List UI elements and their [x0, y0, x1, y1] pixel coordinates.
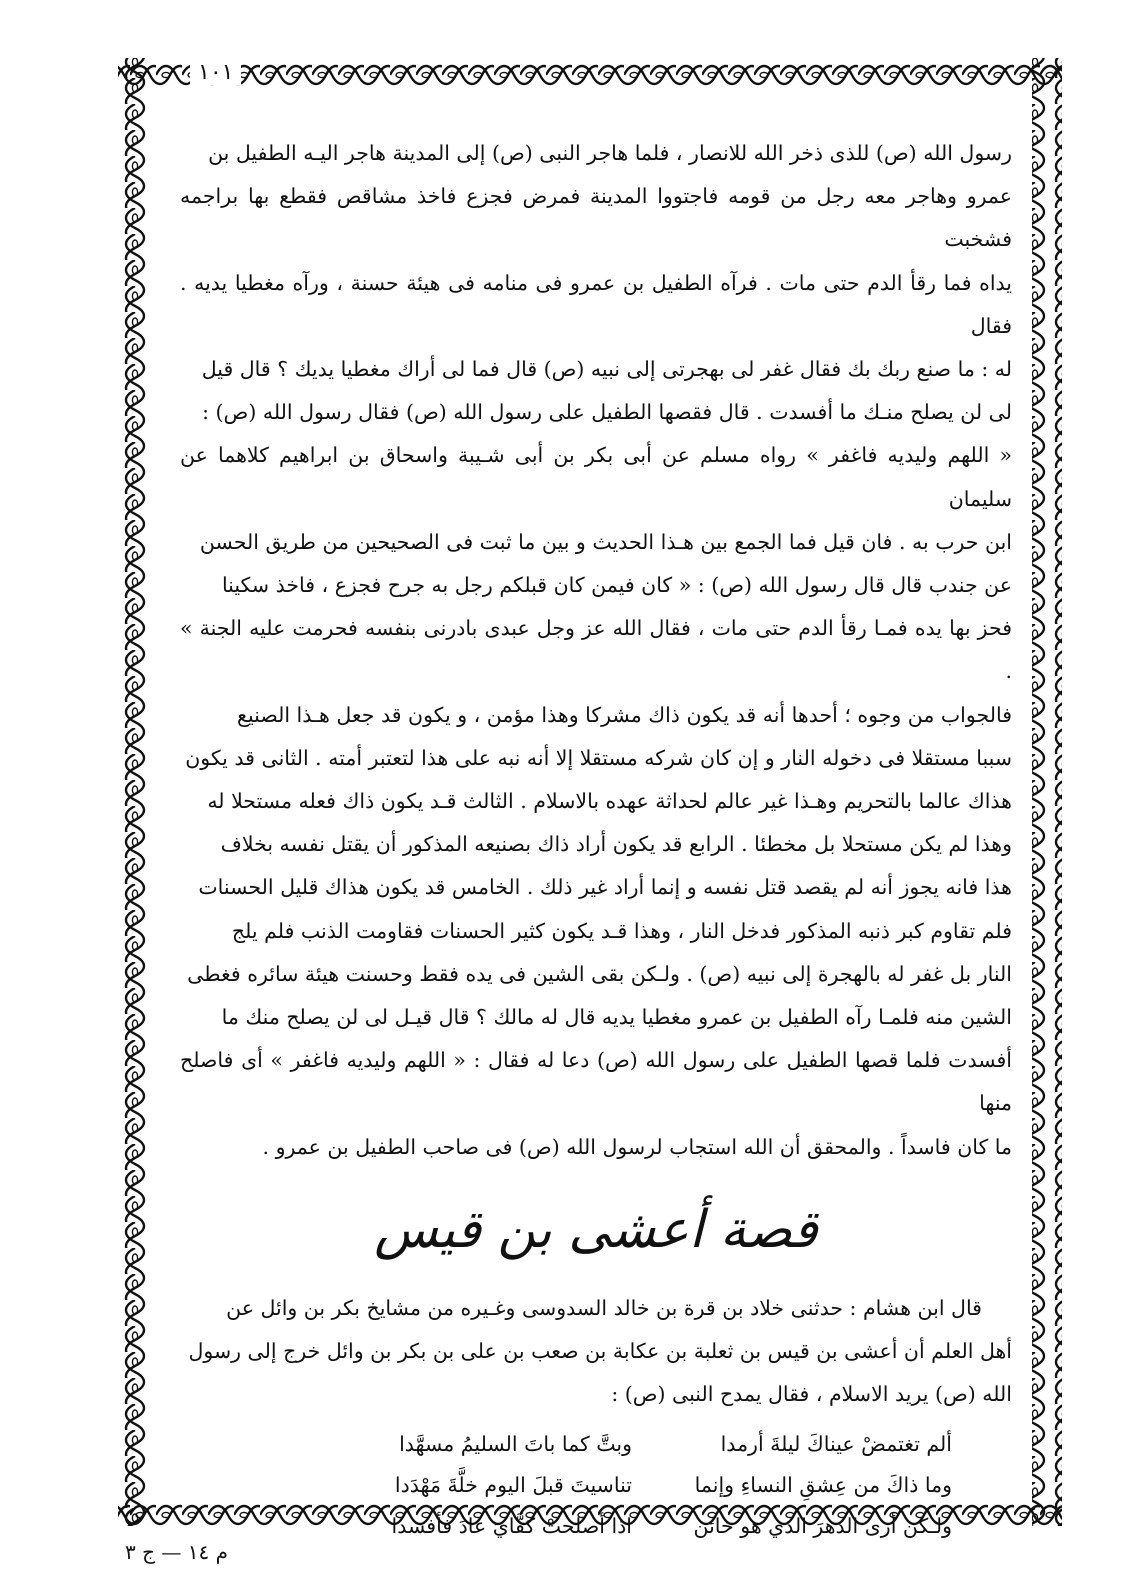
- paragraph-asha: [180, 1287, 1012, 1417]
- page-number: ١٠١: [190, 60, 241, 85]
- verse-second-hemistich: وبتَّ كما باتَ السليمُ مسهَّدا: [399, 1432, 632, 1457]
- text-line: سببا مستقلا فى دخوله النار و إن كان شركه مستقلا إلا أنه نبه على هذا لتعتبر أمته . الثانى قد يكون: [185, 745, 1012, 770]
- text-line: فلم تقاوم كبر ذنبه المذكور فدخل النار ، وهذا قـد يكون كثير الحسنات فقاومت الذنب فلم يلج: [231, 918, 1012, 943]
- verse-first-hemistich: ألم تغتمضْ عيناكَ ليلةَ أرمدا: [720, 1432, 952, 1457]
- text-line: النار بل غفر له بالهجرة إلى نبيه (ص) . ولـكن بقى الشين فى يده فقط وحسنت هيئة سائره فغطى: [187, 961, 1012, 986]
- verse-first-hemistich: ولـكن أرى الدهرَ الذي هو خائن: [693, 1514, 952, 1539]
- text-line: رسول الله (ص) للذى ذخر الله للانصار ، فلما هاجر النبى (ص) إلى المدينة هاجر اليـه الطفيل بن: [208, 141, 1012, 165]
- verse-second-hemistich: اذا أصلحتْ كفَّايَ عادَ فأفسدا: [391, 1514, 632, 1539]
- text-line: لى لن يصلح منـك ما أفسدت . قال فقصها الطفيل على رسول الله (ص) فقال رسول الله (ص) :: [202, 400, 1012, 425]
- page-text: [180, 132, 1012, 1539]
- verse-first-hemistich: وما ذاكَ من عِشقِ النساءِ وإنما: [694, 1473, 952, 1498]
- text-line: « اللهم وليديه فاغفر » رواه مسلم عن أبى بكر بن أبى شـيبة واسحاق بن ابراهيم كلاهما عن سليمان: [180, 443, 1012, 511]
- verse-line: [332, 1506, 952, 1547]
- text-line: عمرو وهاجر معه رجل من قومه فاجتووا المدينة فمرض فجزع فاخذ مشاقص فقطع بها براجمه فشخبت: [180, 184, 1012, 252]
- text-line: عن جندب قال قال رسول الله (ص) : « كان فيمن كان قبلكم رجل به جرح فجزع ، فاخذ سكينا: [221, 573, 1012, 598]
- text-line: ما كان فاسداً . والمحقق أن الله استجاب لرسول الله (ص) فى صاحب الطفيل بن عمرو .: [262, 1134, 1012, 1159]
- text-line: فحز بها يده فمـا رقأ الدم حتى مات ، فقال الله عز وجل عبدى بادرنى بنفسه فحرمت عليه الجنة » .: [180, 616, 1012, 684]
- text-line: ابن حرب به . فان قيل فما الجمع بين هـذا الحديث و بين ما ثبت فى الصحيحين من طريق الحسن: [199, 529, 1012, 554]
- section-heading: قصة أعشى بن قيس: [374, 1199, 818, 1260]
- text-line: هذاك عالما بالتحريم وهـذا غير عالم لحداثة عهده بالاسلام . الثالث قـد يكون ذاك فعله مستحلا له: [207, 789, 1012, 814]
- verse-line: [332, 1465, 952, 1506]
- text-line: قال ابن هشام : حدثنى خلاد بن قرة بن خالد السدوسى وغـيره من مشايخ بكر بن وائل عن: [226, 1295, 982, 1320]
- text-line: وهذا لم يكن مستحلا بل مخطئا . الرابع قد يكون أراد ذاك بصنيعه المذكور أن يقتل نفسه بخلاف: [220, 832, 1012, 857]
- signature-mark: م ١٤ — ج ٣: [125, 1540, 228, 1564]
- text-line: فالجواب من وجوه ؛ أحدها أنه قد يكون ذاك مشركا وهذا مؤمن ، و يكون قد جعل هـذا الصنيع: [237, 702, 1012, 727]
- text-line: هذا فانه يجوز أنه لم يقصد قتل نفسه و إنما أراد غير ذلك . الخامس قد يكون هذاك قليل الحسنات: [198, 875, 1012, 900]
- verse-line: [332, 1424, 952, 1465]
- text-line: له : ما صنع ربك بك فقال غفر لى بهجرتى إلى نبيه (ص) قال فما لى أراك مغطيا يديك ؟ قال قيل: [201, 357, 1012, 382]
- verse-second-hemistich: تناسيتَ قبلَ اليوم خلَّةَ مَهْدَدا: [394, 1473, 632, 1498]
- text-line: أهل العلم أن أعشى بن قيس بن ثعلبة بن عكابة بن صعب بن على بن بكر بن وائل خرج إلى رسول: [188, 1339, 1012, 1364]
- text-line: أفسدت فلما قصها الطفيل على رسول الله (ص) دعا له فقال : « اللهم وليديه فاغفر » أى فاصلح منها: [180, 1048, 1012, 1116]
- paragraph-tufayl: [180, 132, 1012, 1169]
- text-line: الله (ص) يريد الاسلام ، فقال يمدح النبى (ص) :: [611, 1382, 1012, 1407]
- text-line: يداه فما رقأ الدم حتى مات . فرآه الطفيل بن عمرو فى منامه فى هيئة حسنة ، ورآه مغطيا يديه . فقال: [180, 270, 1012, 338]
- text-line: الشين منه فلمـا رآه الطفيل بن عمرو مغطيا يديه قال له مالك ؟ قال قيـل لى لن يصلح منك ما: [221, 1005, 1012, 1030]
- poem-verses: [180, 1424, 1012, 1547]
